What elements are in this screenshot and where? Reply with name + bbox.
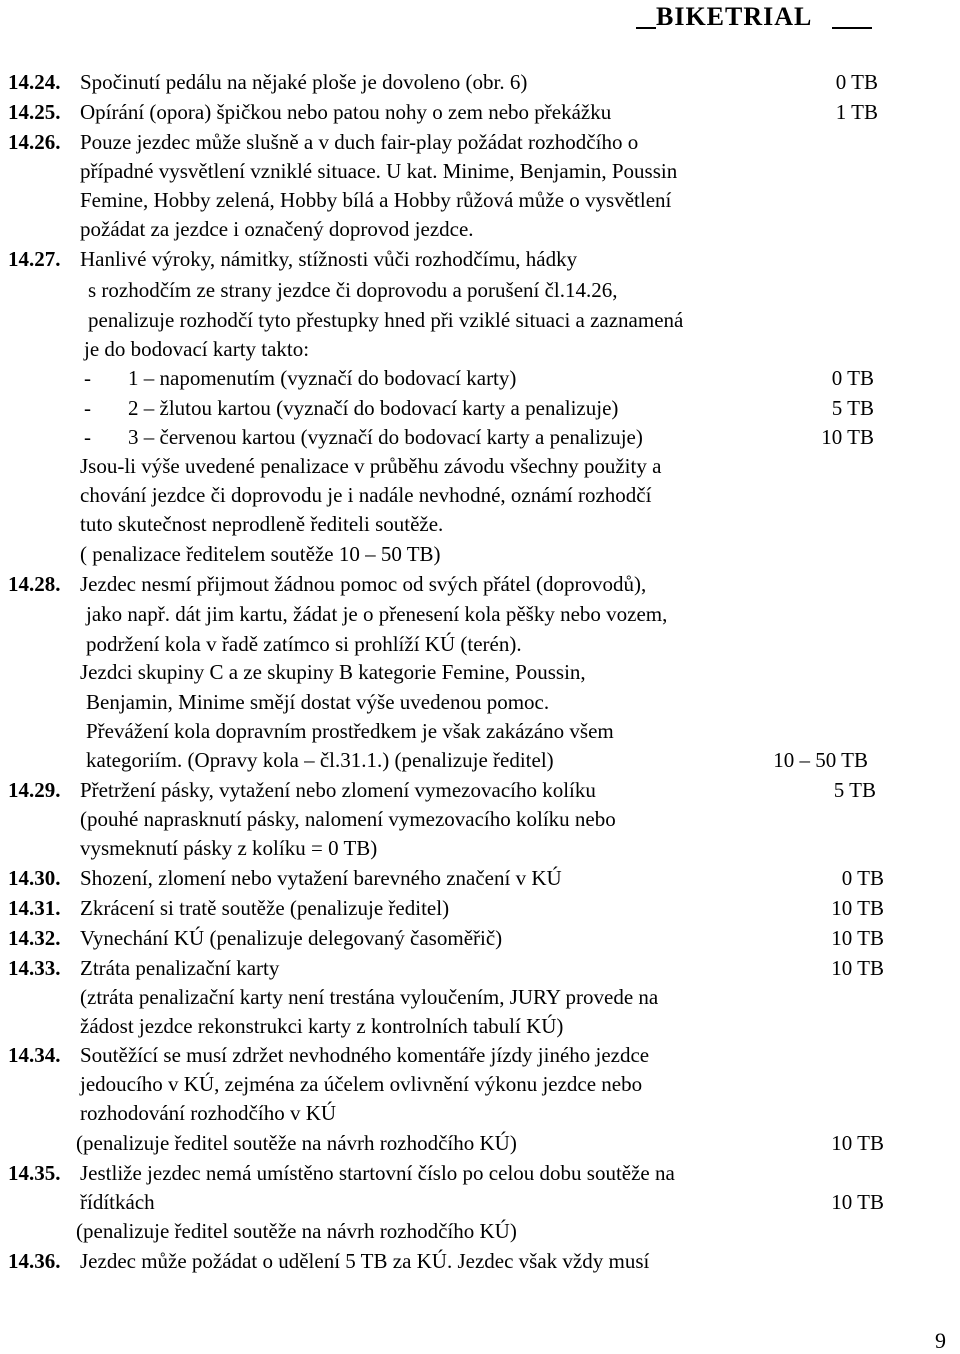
penalty-value: 10 TB (831, 1190, 884, 1214)
page-number: 9 (935, 1328, 946, 1353)
rule-number: 14.33. (8, 956, 61, 980)
rule-text: (ztráta penalizační karty není trestána vyloučením, JURY provede na (80, 985, 659, 1009)
penalty-value: 10 TB (831, 956, 884, 980)
rule-text: případné vysvětlení vzniklé situace. U kat. Minime, Benjamin, Poussin (80, 159, 678, 183)
rule-number: 14.24. (8, 70, 61, 94)
rule-number: 14.25. (8, 100, 61, 124)
rule-text: rozhodování rozhodčího v KÚ (80, 1101, 337, 1125)
list-dash: - (84, 396, 91, 420)
rule-text: Pouze jezdec může slušně a v duch fair-play požádat rozhodčího o (80, 130, 639, 154)
rule-text: řídítkách (80, 1190, 155, 1214)
rule-text: žádost jezdce rekonstrukci karty z kontrolních tabulí KÚ) (80, 1014, 564, 1038)
list-dash: - (84, 425, 91, 449)
rule-text: (penalizuje ředitel soutěže na návrh rozhodčího KÚ) (76, 1131, 517, 1155)
rule-number: 14.26. (8, 130, 61, 154)
penalty-value: 1 TB (835, 100, 878, 124)
rule-number: 14.30. (8, 866, 61, 890)
penalty-value: 10 TB (831, 1131, 884, 1155)
rule-text: Jsou-li výše uvedené penalizace v průběhu závodu všechny použity a (80, 454, 662, 478)
rule-text: penalizuje rozhodčí tyto přestupky hned při vziklé situaci a zaznamená (88, 308, 684, 332)
penalty-value: 10 TB (821, 425, 874, 449)
rule-text: Jezdec nesmí přijmout žádnou pomoc od svých přátel (doprovodů), (80, 572, 647, 596)
rule-text: Benjamin, Minime smějí dostat výše uvedenou pomoc. (86, 690, 550, 714)
penalty-value: 5 TB (833, 778, 876, 802)
rule-text: Hanlivé výroky, námitky, stížnosti vůči rozhodčímu, hádky (80, 247, 578, 271)
rule-text: Jezdec může požádat o udělení 5 TB za KÚ. Jezdec však vždy musí (80, 1249, 650, 1273)
list-dash: - (84, 366, 91, 390)
rule-number: 14.27. (8, 247, 61, 271)
rule-text: (pouhé naprasknutí pásky, nalomení vymezovacího kolíku nebo (80, 807, 616, 831)
rule-text: Opírání (opora) špičkou nebo patou nohy o zem nebo překážku (80, 100, 612, 124)
rule-text: chování jezdce či doprovodu je i nadále nevhodné, oznámí rozhodčí (80, 483, 652, 507)
penalty-value: 0 TB (835, 70, 878, 94)
rule-text: Shození, zlomení nebo vytažení barevného značení v KÚ (80, 866, 562, 890)
rule-text: s rozhodčím ze strany jezdce či doprovodu a porušení čl.14.26, (88, 278, 618, 302)
rule-number: 14.35. (8, 1161, 61, 1185)
rule-text: kategoriím. (Opravy kola – čl.31.1.) (penalizuje ředitel) (86, 748, 554, 772)
list-item-text: 3 – červenou kartou (vyznačí do bodovací karty a penalizuje) (128, 425, 643, 449)
penalty-value: 10 TB (831, 926, 884, 950)
rule-number: 14.31. (8, 896, 61, 920)
rule-text: Soutěžící se musí zdržet nevhodného komentáře jízdy jiného jezdce (80, 1043, 650, 1067)
penalty-value: 5 TB (831, 396, 874, 420)
rule-text: Přetržení pásky, vytažení nebo zlomení vymezovacího kolíku (80, 778, 596, 802)
rule-number: 14.36. (8, 1249, 61, 1273)
rule-number: 14.28. (8, 572, 61, 596)
penalty-value: 10 TB (831, 896, 884, 920)
list-item-text: 2 – žlutou kartou (vyznačí do bodovací karty a penalizuje) (128, 396, 619, 420)
penalty-value: 10 – 50 TB (773, 748, 868, 772)
rule-text: (penalizuje ředitel soutěže na návrh rozhodčího KÚ) (76, 1219, 517, 1243)
rule-text: ( penalizace ředitelem soutěže 10 – 50 TB) (80, 542, 441, 566)
header-underline-right (832, 27, 872, 29)
rule-text: Převážení kola dopravním prostředkem je však zakázáno všem (86, 719, 614, 743)
rule-text: podržení kola v řadě zatímco si prohlíží KÚ (terén). (86, 632, 522, 656)
penalty-value: 0 TB (831, 366, 874, 390)
rule-number: 14.29. (8, 778, 61, 802)
rule-text: Jezdci skupiny C a ze skupiny B kategorie Femine, Poussin, (80, 660, 586, 684)
rule-text: jako např. dát jim kartu, žádat je o přenesení kola pěšky nebo vozem, (86, 602, 668, 626)
rule-text: je do bodovací karty takto: (84, 337, 310, 361)
rule-text: Ztráta penalizační karty (80, 956, 280, 980)
rule-text: Zkrácení si tratě soutěže (penalizuje ředitel) (80, 896, 450, 920)
header-underline-left (636, 27, 656, 29)
rule-text: jedoucího v KÚ, zejména za účelem ovlivnění výkonu jezdce nebo (80, 1072, 643, 1096)
rule-text: požádat za jezdce i označený doprovod jezdce. (80, 217, 474, 241)
rule-text: Femine, Hobby zelená, Hobby bílá a Hobby růžová může o vysvětlení (80, 188, 672, 212)
rule-number: 14.32. (8, 926, 61, 950)
rule-text: Spočinutí pedálu na nějaké ploše je dovoleno (obr. 6) (80, 70, 528, 94)
rule-number: 14.34. (8, 1043, 61, 1067)
rule-text: Jestliže jezdec nemá umístěno startovní číslo po celou dobu soutěže na (80, 1161, 675, 1185)
rule-text: Vynechání KÚ (penalizuje delegovaný časoměřič) (80, 926, 503, 950)
page-header-title: BIKETRIAL (656, 2, 813, 31)
list-item-text: 1 – napomenutím (vyznačí do bodovací karty) (128, 366, 517, 390)
rule-text: tuto skutečnost neprodleně řediteli soutěže. (80, 512, 444, 536)
penalty-value: 0 TB (841, 866, 884, 890)
rule-text: vysmeknutí pásky z kolíku = 0 TB) (80, 836, 378, 860)
